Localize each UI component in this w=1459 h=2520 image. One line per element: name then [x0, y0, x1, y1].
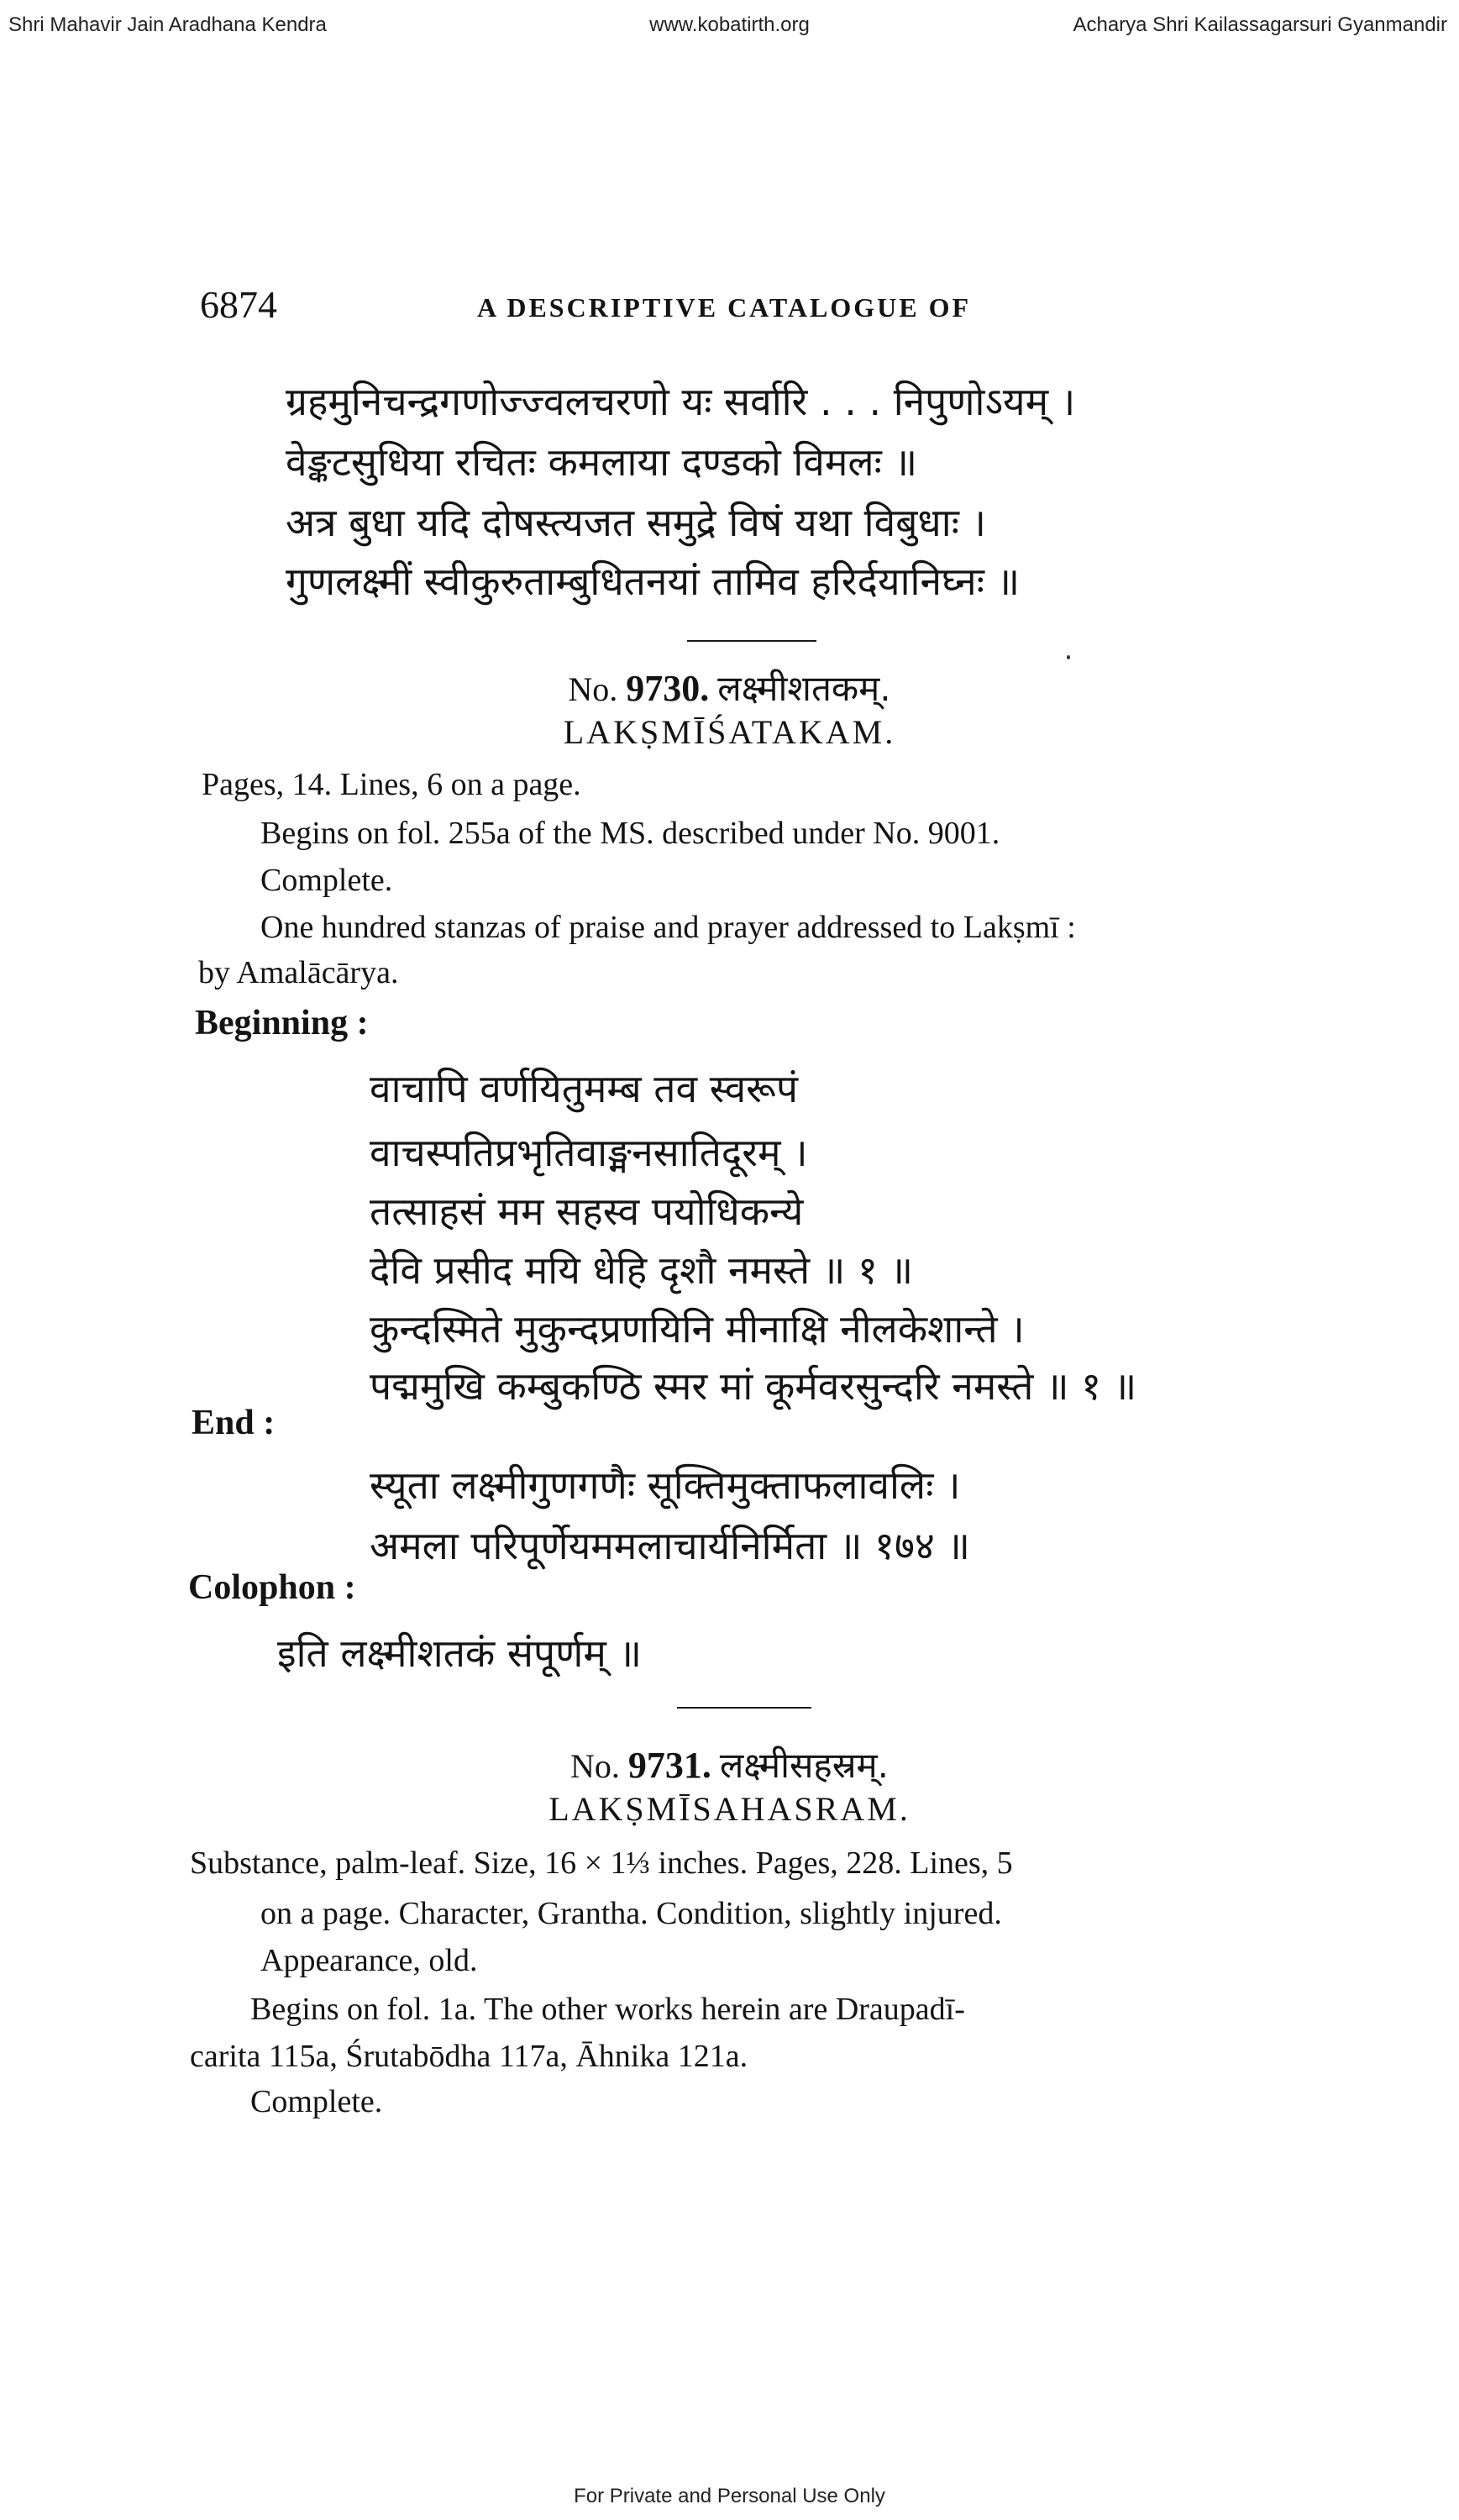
entry-number-heading [0, 664, 1459, 711]
header-center-url[interactable]: www.kobatirth.org [649, 13, 810, 36]
entry-title-roman: LAKṢMĪŚATAKAM. [563, 713, 896, 751]
section-divider [687, 640, 816, 642]
colophon-text: इति लक्ष्मीशतकं संपूर्णम् ॥ [277, 1630, 643, 1676]
verse-line: अत्र बुधा यदि दोषस्त्यजत समुद्रे विषं यथा विबुधाः । [286, 500, 986, 545]
substance-line: on a page. Character, Grantha. Condition, slightly injured. [260, 1896, 1002, 1931]
verse-line: वाचापि वर्णयितुमम्ब तव स्वरूपं [370, 1066, 799, 1111]
verse-line: वेङ्कटसुधिया रचितः कमलाया दण्डको विमलः ॥ [286, 439, 918, 485]
page-number: 6874 [200, 283, 277, 326]
verse-line: कुन्दस्मिते मुकुन्दप्रणयिनि मीनाक्षि नीलकेशान्ते । [370, 1306, 1025, 1352]
entry-number-prefix: No. [568, 670, 618, 708]
description-line: One hundred stanzas of praise and prayer addressed to Lakṣmī : [260, 910, 1076, 945]
substance-line: Substance, palm-leaf. Size, 16 × 1⅓ inches. Pages, 228. Lines, 5 [190, 1845, 1013, 1881]
entry-title-devanagari: लक्ष्मीसहस्रम्. [719, 1745, 890, 1786]
entry-number: 9730. [626, 668, 710, 709]
pages-line: Pages, 14. Lines, 6 on a page. [202, 767, 581, 802]
begins-line: carita 115a, Śrutabōdha 117a, Āhnika 121a. [190, 2039, 748, 2074]
verse-line: देवि प्रसीद मयि धेहि दृशौ नमस्ते ॥ १ ॥ [370, 1247, 914, 1293]
verse-line: तत्साहसं मम सहस्व पयोधिकन्ये [370, 1189, 804, 1234]
section-divider [677, 1707, 811, 1709]
complete-line: Complete. [250, 2084, 383, 2119]
begins-line: Begins on fol. 255a of the MS. described under No. 9001. [260, 816, 1000, 851]
entry-number-prefix: No. [569, 1747, 620, 1785]
beginning-label: Beginning : [195, 1004, 369, 1042]
footer-text: For Private and Personal Use Only [574, 2485, 885, 2507]
print-speck [1067, 655, 1070, 659]
entry-number: 9731. [627, 1745, 711, 1786]
verse-line: स्यूता लक्ष्मीगुणगणैः सूक्तिमुक्ताफलावलिः । [370, 1462, 961, 1508]
complete-line: Complete. [260, 863, 393, 898]
verse-line: ग्रहमुनिचन्द्रगणोज्ज्वलचरणो यः सर्वारि . . . निपुणोऽयम् । [286, 379, 1076, 424]
appearance-line: Appearance, old. [260, 1943, 478, 1978]
verse-line: पद्ममुखि कम्बुकण्ठि स्मर मां कूर्मवरसुन्दरि नमस्ते ॥ १ ॥ [370, 1363, 1137, 1409]
header-left-text: Shri Mahavir Jain Aradhana Kendra [8, 13, 327, 36]
entry-title-roman: LAKṢMĪSAHASRAM. [548, 1790, 911, 1828]
entry-title-devanagari: लक्ष्मीशतकम्. [717, 668, 891, 709]
verse-line: अमला परिपूर्णेयममलाचार्यनिर्मिता ॥ १७४ ॥ [370, 1523, 970, 1568]
end-label: End : [192, 1404, 276, 1442]
colophon-label: Colophon : [188, 1568, 356, 1607]
header-right-text: Acharya Shri Kailassagarsuri Gyanmandir [1073, 13, 1447, 36]
entry-number-heading [0, 1740, 1459, 1788]
verse-line: गुणलक्ष्मीं स्वीकुरुताम्बुधितनयां तामिव हरिर्दयानिघ्नः ॥ [286, 559, 1021, 604]
running-head-title: A DESCRIPTIVE CATALOGUE OF [477, 292, 971, 323]
description-line: by Amalācārya. [198, 955, 399, 990]
begins-line: Begins on fol. 1a. The other works herein are Draupadī- [250, 1992, 965, 2027]
verse-line: वाचस्पतिप्रभृतिवाङ्मनसातिदूरम् । [370, 1130, 808, 1175]
